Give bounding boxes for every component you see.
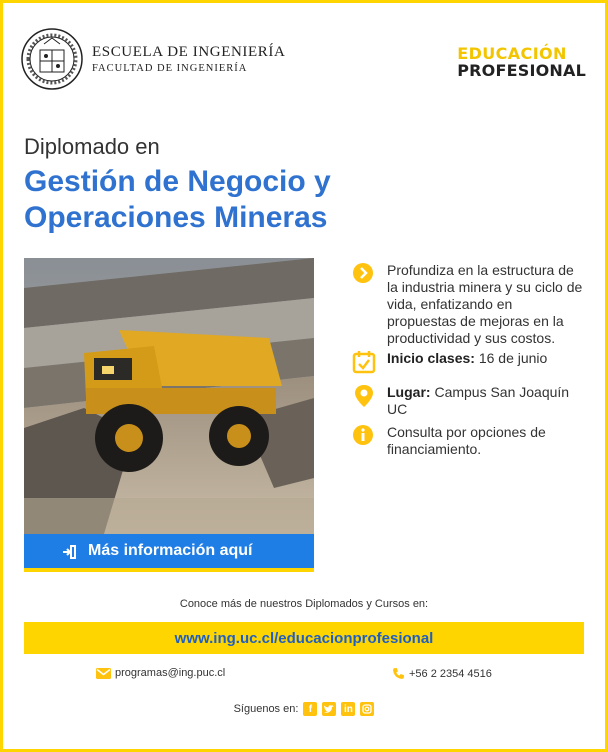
feature-start-date: [352, 350, 584, 384]
more-info-button[interactable]: [24, 534, 314, 572]
feature-financing: [352, 424, 584, 458]
educacion-profesional-logo[interactable]: [457, 45, 586, 79]
mining-truck-photo[interactable]: [24, 258, 314, 534]
description-text: Profundiza en la estructura de la industria minera y su ciclo de vida, enfatizando en propuestas de mejoras en la productividad y sus costos.: [387, 262, 583, 346]
email-contact[interactable]: [96, 667, 225, 679]
brand-line1: EDUCACIÓN: [457, 44, 567, 63]
financing-text: Consulta por opciones de financiamiento.: [387, 424, 546, 457]
brand-line2: PROFESIONAL: [457, 61, 586, 80]
phone-icon: [392, 667, 405, 680]
faculty-name: FACULTAD DE INGENIERÍA: [92, 63, 248, 74]
facebook-icon[interactable]: f: [303, 702, 317, 716]
linkedin-icon[interactable]: in: [341, 702, 355, 716]
phone-contact[interactable]: [392, 667, 492, 680]
chevron-circle-right-icon: [352, 262, 376, 286]
social-follow: [0, 702, 608, 716]
university-seal-icon: [20, 14, 84, 104]
program-title-line1: Gestión de Negocio y: [24, 165, 331, 198]
map-marker-icon: [352, 384, 376, 408]
url-banner[interactable]: [24, 622, 584, 654]
envelope-icon: [96, 668, 111, 679]
program-title-line2: Operaciones Mineras: [24, 201, 328, 234]
calendar-check-icon: [352, 350, 376, 374]
more-info-label: Más información aquí: [88, 542, 253, 559]
follow-label: Síguenos en:: [233, 703, 299, 715]
place-label: Lugar:: [387, 384, 431, 400]
program-url-link[interactable]: www.ing.uc.cl/educacionprofesional: [174, 629, 434, 647]
start-label: Inicio clases:: [387, 350, 475, 366]
start-value: 16 de junio: [478, 350, 548, 366]
feature-location: [352, 384, 584, 424]
more-programs-text: Conoce más de nuestros Diplomados y Cursos en:: [179, 598, 429, 610]
info-circle-icon: [352, 424, 376, 448]
phone-text[interactable]: +56 2 2354 4516: [409, 667, 492, 680]
email-text[interactable]: programas@ing.puc.cl: [115, 667, 226, 679]
twitter-icon[interactable]: [322, 702, 336, 716]
sign-in-icon: [62, 545, 76, 559]
program-features: [352, 262, 584, 458]
feature-description: [352, 262, 584, 350]
school-name: ESCUELA DE INGENIERÍA: [92, 44, 286, 60]
title-prefix: Diplomado en: [24, 134, 160, 159]
program-title: [24, 164, 331, 236]
school-logo[interactable]: [20, 14, 285, 104]
place-value: Campus San Joaquín UC: [387, 384, 570, 417]
instagram-icon[interactable]: [360, 702, 374, 716]
